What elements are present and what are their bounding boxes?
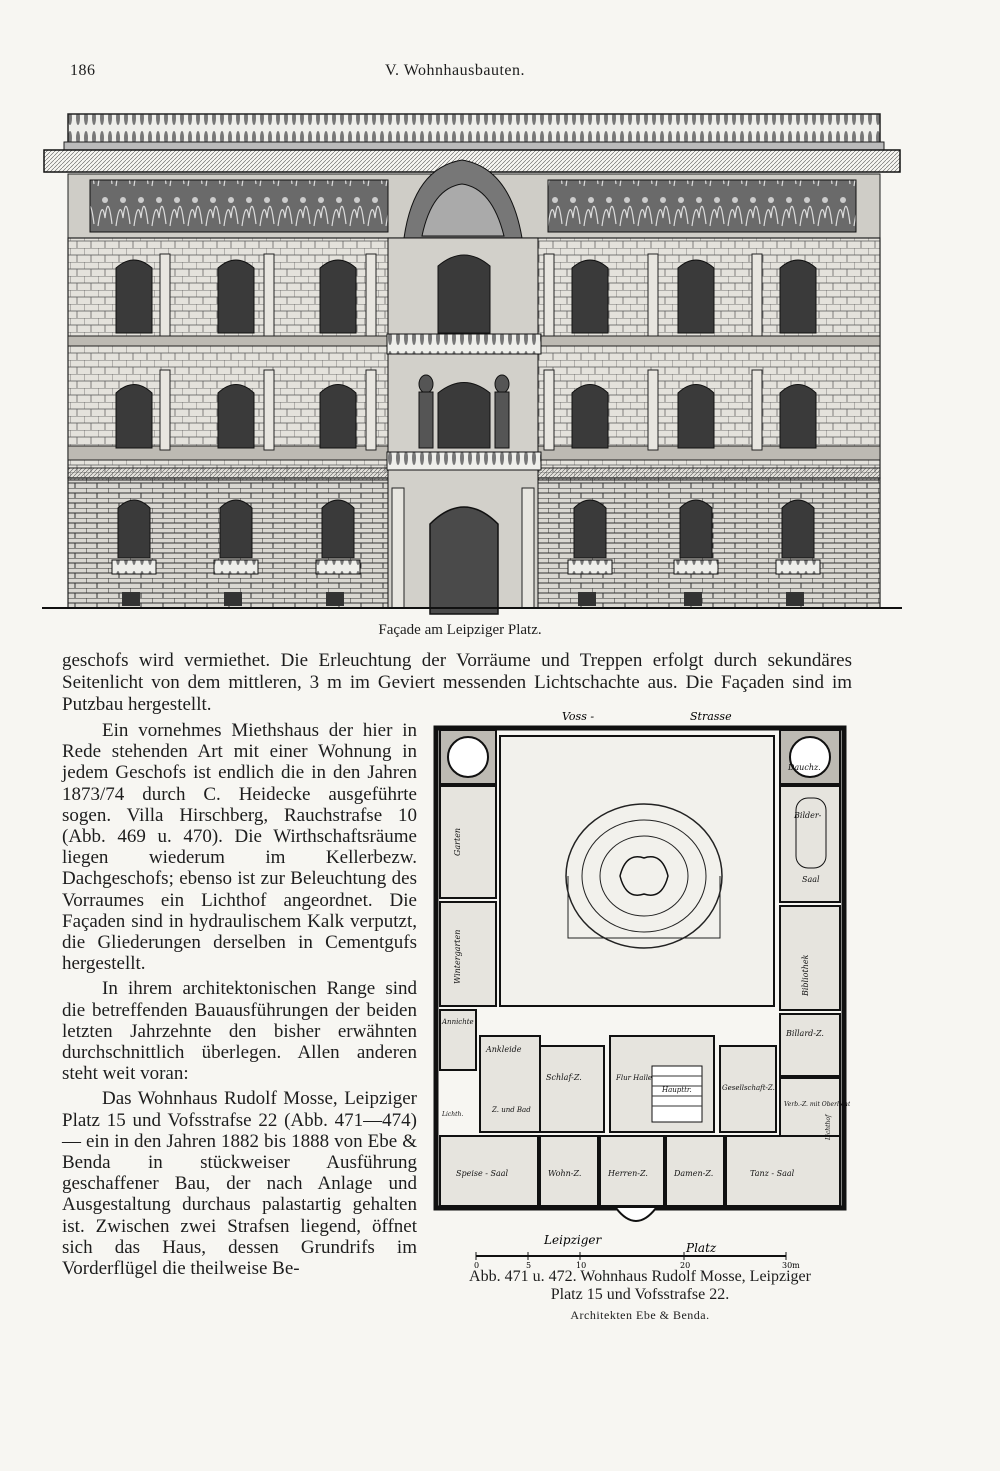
room-label-bilder-2: Saal bbox=[802, 875, 820, 884]
room-label-verb: Verb.-Z. mit Oberlicht bbox=[784, 1101, 850, 1108]
street-label-platz: Platz bbox=[686, 1241, 717, 1255]
scale-label-5: 5 bbox=[526, 1261, 532, 1270]
floor-plan-caption: Abb. 471 u. 472. Wohnhaus Rudolf Mosse, Leipziger Platz 15 und Vofsstrafse 22. bbox=[469, 1268, 811, 1303]
room-label-damen-z: Damen-Z. bbox=[674, 1169, 714, 1178]
room-label-z-und-bad: Z. und Bad bbox=[492, 1106, 531, 1114]
room-label-ankleide: Ankleide bbox=[486, 1045, 522, 1054]
room-label-tanz-saal: Tanz - Saal bbox=[750, 1169, 795, 1178]
page-number: 186 bbox=[70, 62, 96, 79]
street-label-voss: Voss - bbox=[562, 710, 595, 723]
room-label-lichthof-left: Lichth. bbox=[442, 1111, 464, 1118]
street-label-strasse: Strasse bbox=[690, 710, 732, 723]
facade-illustration bbox=[42, 108, 902, 618]
room-label-bibliothek: Bibliothek bbox=[801, 954, 810, 996]
running-title: V. Wohnhausbauten. bbox=[385, 62, 525, 79]
room-label-wohn-z: Wohn-Z. bbox=[548, 1169, 582, 1178]
scale-label-30: 30m bbox=[782, 1261, 800, 1270]
paragraph-architectural-rank: In ihrem architektonischen Range sind die betreffenden Bauausführungen der beiden letzten Jahrzehnte den bisher erwähnten durchschnittlich überlegen. Allen anderen steht weit voran: bbox=[62, 978, 417, 1085]
street-label-leipziger: Leipziger bbox=[544, 1233, 602, 1247]
room-label-gesellschaft: Gesellschaft-Z. bbox=[722, 1084, 775, 1092]
text-column bbox=[62, 720, 417, 1283]
paragraph-villa-hirschberg: Ein vornehmes Miethshaus der hier in Rede stehenden Art mit einer Wohnung in jedem Geschofs ist endlich die in den Jahren 1873/74 durch C. Heidecke ausgeführte sogen. Villa Hirschberg, Rauchstrafse 10 (Abb. 469 u. 470). Die Wirthschaftsräume liegen wiederum im Kellerbezw. Dachgeschofs; ebenso ist zur Beleuchtung des Vorraumes ein Lichthof angeordnet. Die Façaden sind in hydraulischem Kalk verputzt, die Gliederungen derselben in Cementgufs hergestellt. bbox=[62, 720, 417, 975]
paragraph-top: geschofs wird vermiethet. Die Erleuchtung der Vorräume und Treppen erfolgt durch sekundäres Seitenlicht von dem mittleren, 3 m im Geviert messenden Lichtschachte aus. Die Façaden sind im Putzbau hergestellt. bbox=[62, 650, 852, 715]
room-label-herren-z: Herren-Z. bbox=[608, 1169, 648, 1178]
room-label-speise-saal: Speise - Saal bbox=[456, 1169, 509, 1178]
room-label-lichthof: Lichthof bbox=[825, 1114, 832, 1140]
room-label-haupttr: Haupttr. bbox=[662, 1086, 692, 1094]
floor-plan-illustration bbox=[430, 706, 850, 1271]
scale-label-20: 20 bbox=[680, 1261, 691, 1270]
room-label-garten: Garten bbox=[453, 827, 462, 856]
room-label-bilder-1: Bilder- bbox=[794, 811, 822, 820]
facade-caption: Façade am Leipziger Platz. bbox=[378, 622, 542, 638]
scale-label-10: 10 bbox=[576, 1261, 587, 1270]
paragraph-mosse-house: Das Wohnhaus Rudolf Mosse, Leipziger Platz 15 und Vofsstrafse 22 (Abb. 471—474) — ein in den Jahren 1882 bis 1888 von Ebe & Benda in stückweiser Ausführung geschaffener Bau, der nach Anlage und Ausgestaltung durchaus palastartig gehalten ist. Zwischen zwei Strafsen liegend, öffnet sich das Haus, dessen Grundrifs im Vorderflügel die theilweise Be- bbox=[62, 1088, 417, 1280]
scale-label-0: 0 bbox=[474, 1261, 480, 1270]
room-label-dauchz: Dauchz. bbox=[788, 763, 821, 772]
room-label-wintergarten: Wintergarten bbox=[453, 929, 462, 984]
architects-credit: Architekten Ebe & Benda. bbox=[570, 1308, 710, 1322]
room-label-billard: Billard-Z. bbox=[786, 1029, 824, 1038]
room-label-schlaf: Schlaf-Z. bbox=[546, 1073, 582, 1082]
room-label-annichte: Annichte bbox=[442, 1018, 474, 1026]
room-label-flur-halle: Flur Halle bbox=[616, 1074, 653, 1082]
